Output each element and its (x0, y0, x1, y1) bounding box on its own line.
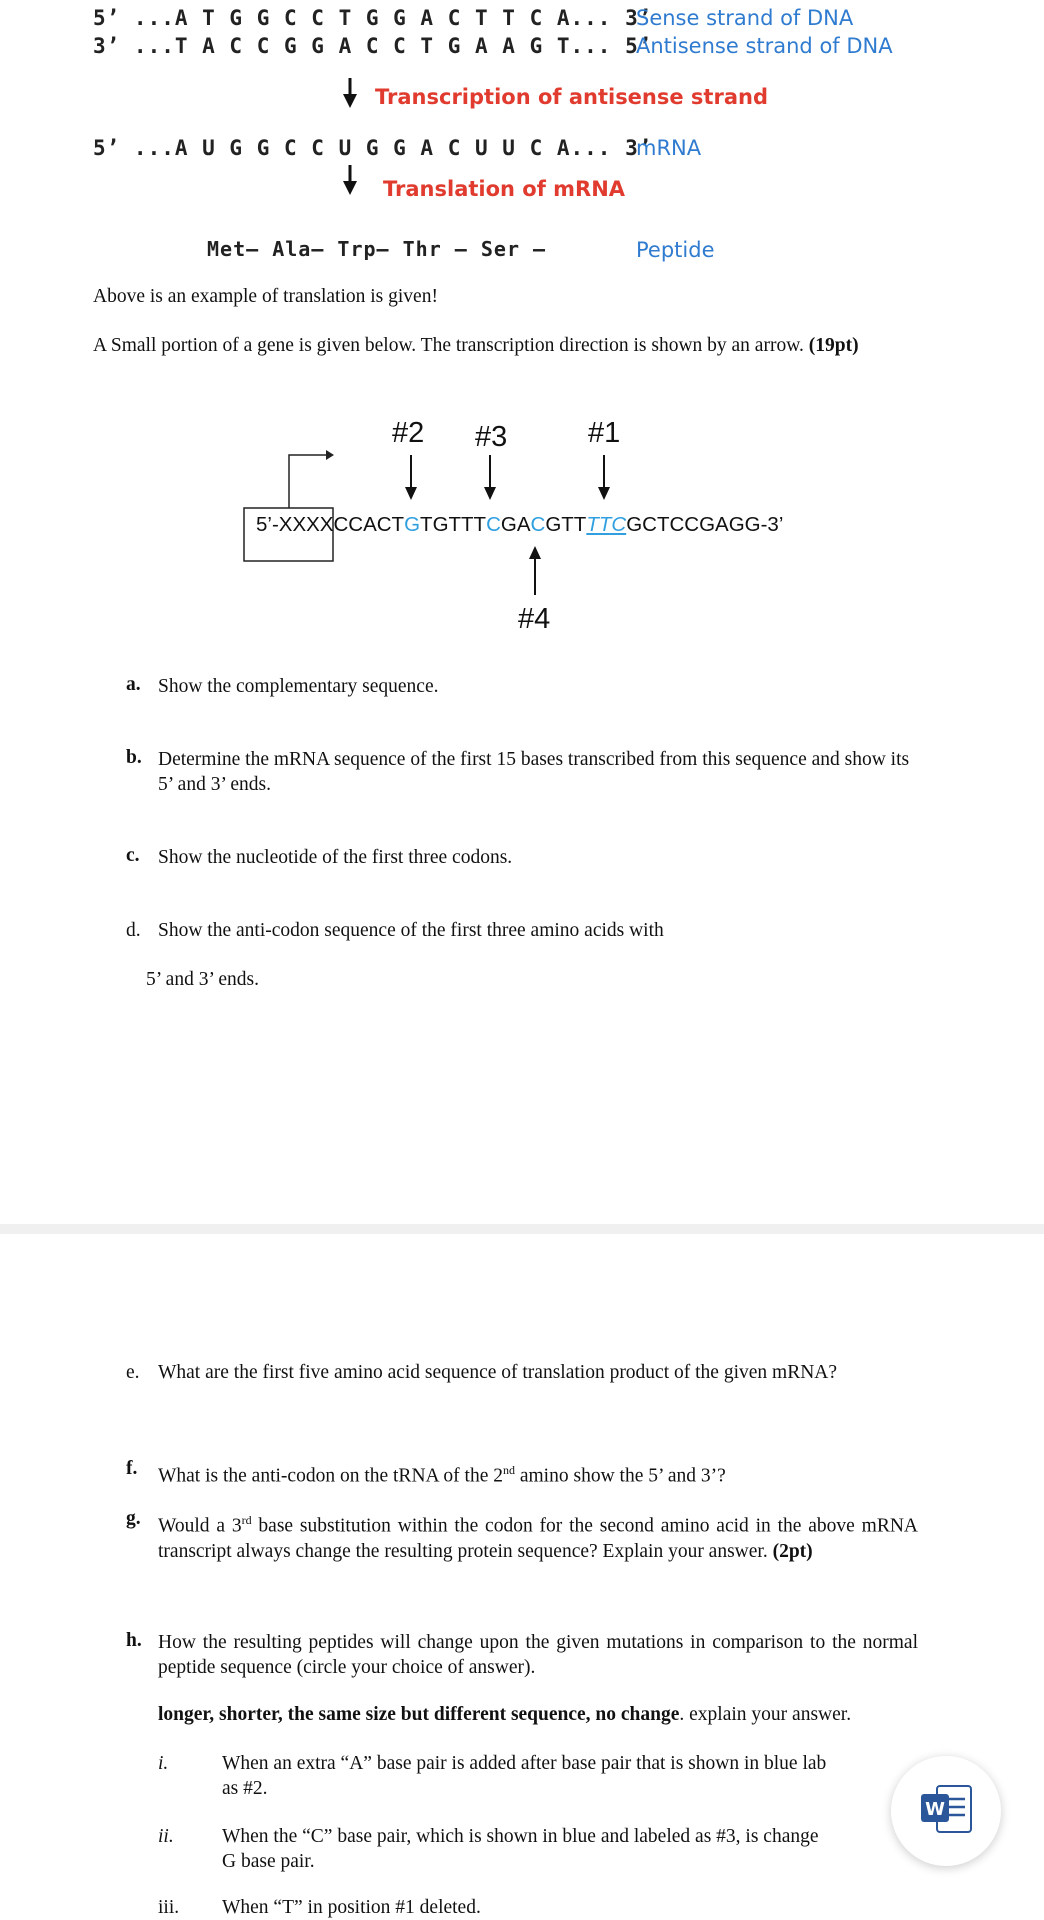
sense-strand-sequence: 5’ ...A T G G C C T G G A C T T C A... 3’ (93, 6, 653, 30)
question-a-text: Show the complementary sequence. (158, 676, 439, 697)
sense-strand-label: Sense strand of DNA (636, 6, 854, 30)
question-h-i-text: When an extra “A” base pair is added after base pair that is shown in blue lab (222, 1753, 827, 1774)
antisense-strand-sequence: 3’ ...T A C C G G A C C T G A A G T... 5’ (93, 34, 653, 58)
question-d-text-2: 5’ and 3’ ends. (146, 969, 259, 990)
question-f-text: What is the anti-codon on the tRNA of the 2nd amino show the 5’ and 3’? (158, 1463, 726, 1487)
question-c-label: c. (126, 845, 140, 866)
question-b-text: Determine the mRNA sequence of the first 15 bases transcribed from this sequence and show its 5’ and 3’ ends. (158, 749, 910, 795)
question-c-text: Show the nucleotide of the first three codons. (158, 847, 513, 868)
question-g-points: (2pt) (772, 1540, 813, 1562)
question-h-iii-text: When “T” in position #1 deleted. (222, 1897, 481, 1918)
position-3-arrow-icon (484, 487, 496, 500)
transcription-direction-arrow (289, 455, 326, 508)
position-2-base: G (404, 513, 421, 536)
position-2-arrow-icon (405, 487, 417, 500)
svg-text:W: W (925, 1799, 945, 1820)
question-f-label: f. (126, 1458, 138, 1479)
word-document-icon (891, 1756, 1001, 1866)
position-3-base: C (486, 513, 501, 536)
word-app-button[interactable] (891, 1756, 1001, 1866)
question-h-iii-label: iii. (158, 1897, 180, 1918)
question-h-label: h. (126, 1630, 142, 1651)
question-d-text: Show the anti-codon sequence of the first three amino acids with (158, 920, 664, 941)
question-g-label: g. (126, 1508, 141, 1529)
position-3-label: #3 (475, 421, 508, 453)
mrna-sequence: 5’ ...A U G G C C U G G A C U U C A... 3’ (93, 136, 653, 160)
position-4-label: #4 (518, 603, 551, 635)
question-h-ii-text: When the “C” base pair, which is shown in blue and labeled as #3, is change (222, 1826, 819, 1847)
gene-diagram-lines (0, 0, 1044, 640)
question-h-i-label: i. (158, 1753, 169, 1774)
position-4-base: C (530, 513, 546, 536)
gene-sequence: 5’-XXXXCCACTGTGTTTCGACGTTTTCGCTCCGAGG-3’ (256, 513, 784, 536)
intro-line-1: Above is an example of translation is given! (93, 286, 438, 307)
transcription-label: Transcription of antisense strand (375, 85, 768, 109)
intro-line-2: A Small portion of a gene is given below. The transcription direction is shown by an arrow. (19pt) (93, 335, 859, 356)
question-d-label: d. (126, 920, 141, 941)
position-2-label: #2 (392, 417, 425, 449)
question-h-i-text-2: as #2. (222, 1778, 268, 1799)
question-e-label: e. (126, 1362, 140, 1383)
mrna-label: mRNA (636, 136, 702, 160)
position-1-arrow-icon (598, 487, 610, 500)
antisense-strand-label: Antisense strand of DNA (636, 34, 893, 58)
question-h-ii-label: ii. (158, 1826, 174, 1847)
position-1-label: #1 (588, 417, 621, 449)
question-h-choices: longer, shorter, the same size but different sequence, no change. explain your answer. (158, 1704, 852, 1725)
question-b-label: b. (126, 747, 142, 768)
peptide-label: Peptide (636, 238, 715, 262)
page-divider (0, 1224, 1044, 1234)
question-h-text: How the resulting peptides will change upon the given mutations in comparison to the normal peptide sequence (circle your choice of answer). (158, 1632, 918, 1678)
translation-label: Translation of mRNA (383, 177, 626, 201)
question-a-label: a. (126, 674, 141, 695)
position-4-arrow-icon (529, 546, 541, 559)
intro-points: (19pt) (808, 335, 859, 356)
peptide-sequence: Met— Ala— Trp— Thr — Ser — (207, 237, 547, 261)
question-h-ii-text-2: G base pair. (222, 1851, 315, 1872)
position-1-bases: TTC (586, 513, 627, 536)
question-g-text: Would a 3rd base substitution within the codon for the second amino acid in the above mRNA transcript always change the resulting protein sequence? Explain your answer. (2pt) (158, 1513, 918, 1562)
question-e-text: What are the first five amino acid sequence of translation product of the given mRNA? (158, 1362, 838, 1383)
